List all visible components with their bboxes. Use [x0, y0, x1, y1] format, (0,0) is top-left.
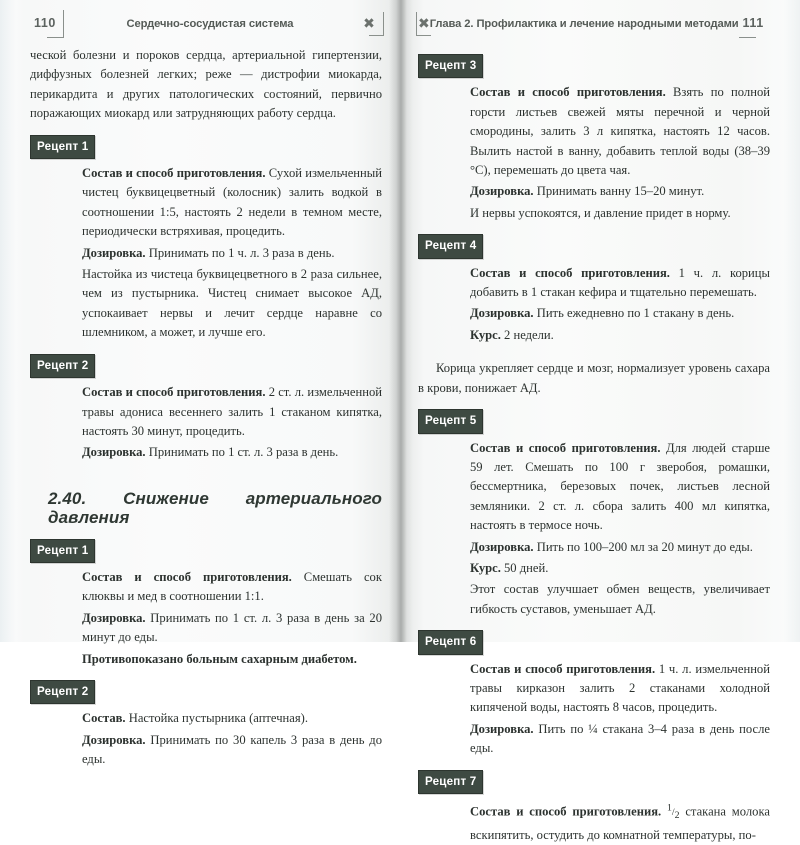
left-page: [0, 0, 400, 767]
recipe-line: [470, 799, 770, 845]
recipe-line-label: Дозировка.: [470, 306, 534, 321]
fraction-numerator: 1: [666, 803, 672, 814]
recipe-line: [470, 439, 770, 536]
section-heading: 2.40. Снижение артериального давления: [48, 488, 382, 528]
left-page-number: 110: [34, 16, 56, 30]
recipe-line: [82, 265, 382, 343]
recipe-line-text: Настойка из чистеца буквицецветного в 2 раза сильнее, чем из пустырника. Чистец снимает высокое АД, успокаивает нервы и лечит сердце наравне со шлемником, а может, и лучше его.: [82, 267, 382, 340]
recipe-body: [82, 383, 382, 463]
ornament-glyph: ✖: [363, 16, 375, 32]
left-running-head-title: Сердечно-сосудистая система: [126, 18, 294, 30]
recipe-line-text: Принимать по 30 капель 3 раза в день до еды.: [82, 732, 382, 767]
recipe-line: [82, 709, 382, 728]
recipe-line: [82, 731, 382, 770]
recipe-line: [470, 264, 770, 303]
recipe-line-label: Состав и способ приготовления.: [82, 166, 266, 181]
recipe-line: [470, 660, 770, 718]
recipe-line-text: И нервы успокоятся, и давление придет в норму.: [470, 205, 731, 220]
recipe-body: [82, 568, 382, 669]
recipe-line-text: Принимать по 1 ч. л. 3 раза в день.: [145, 245, 335, 260]
recipe-tag-wrap: [418, 54, 770, 80]
recipe-line-label: Дозировка.: [82, 445, 146, 460]
right-page-number: 111: [742, 16, 764, 30]
recipe-line-text: Этот состав улучшает обмен веществ, увеличивает гибкость суставов, уменьшает АД.: [470, 582, 770, 616]
recipe-line-label: Курс.: [470, 560, 501, 575]
recipe-line-label: Состав и способ приготовления.: [470, 440, 661, 455]
right-page-body: [418, 54, 770, 845]
recipe-line: [470, 326, 770, 345]
recipe-line-text: Настойка пустырника (аптечная).: [125, 711, 309, 726]
left-running-head: [30, 0, 382, 46]
recipe-tag: Рецепт 1: [30, 539, 95, 563]
recipe-line-text: Принимать по 1 ст. л. 3 раза в день.: [145, 445, 339, 460]
recipe-tag-wrap: [30, 680, 382, 706]
recipe-line-label: Дозировка.: [82, 245, 146, 260]
recipe-tag: Рецепт 6: [418, 630, 483, 654]
recipe-line-text: стакана молока вскипятить, остудить до комнатной температуры, по-: [470, 804, 770, 842]
recipe-tag-wrap: [418, 630, 770, 656]
recipe-tag-wrap: [30, 354, 382, 380]
recipe-body: [470, 264, 770, 346]
recipe-line: [82, 244, 382, 263]
recipe-body: [470, 660, 770, 759]
recipe-line: [470, 720, 770, 759]
scissors-ornament-icon: [418, 11, 430, 37]
recipe-line-text: 50 дней.: [500, 560, 549, 575]
recipe-line-label: Состав и способ приготовления.: [470, 265, 670, 280]
recipe-line-text: 2 ст. л. измельченной травы адониса весеннего залить 1 стаканом кипятка, настоять 30 минут, процедить.: [82, 385, 382, 438]
recipe-line-text: Смешать сок клюквы и мед в соотношении 1:1.: [82, 569, 382, 604]
recipe-line-label: Дозировка.: [82, 732, 146, 747]
recipe-line-text: Пить по ¼ стакана 3–4 раза в день после еды.: [470, 721, 770, 756]
recipe-line-label: Состав.: [82, 711, 126, 726]
recipe-tag: Рецепт 7: [418, 770, 483, 794]
right-running-head-title: Глава 2. Профилактика и лечение народными методами: [429, 18, 739, 30]
recipe-line: [82, 383, 382, 441]
recipe-line-text: Принимать ванну 15–20 минут.: [533, 184, 705, 199]
recipe-line: [470, 580, 770, 619]
recipe-body: [470, 439, 770, 620]
recipe-tag: Рецепт 4: [418, 234, 483, 258]
recipe-line: [82, 164, 382, 242]
recipe-line-text: Для людей старше 59 лет. Смешать по 100 г зверобоя, ромашки, бессмертника, березовых почек, листьев лесной земляники. 2 ст. л. сбора залить 400 мл кипятка, настоять в термосе ночь.: [470, 440, 770, 533]
recipe-line-label: Состав и способ приготовления.: [82, 569, 292, 584]
recipe-line-label: Состав и способ приготовления.: [470, 661, 656, 676]
recipe-line: [82, 568, 382, 607]
recipe-line-text: 1 ч. л. измельченной травы кирказон залить 2 стаканами холодной кипяченой воды, настоять 8 часов, процедить.: [470, 661, 770, 715]
recipe-line-text: Пить ежедневно по 1 стакану в день.: [533, 306, 735, 321]
right-running-head: [418, 0, 770, 46]
recipe-line: [470, 83, 770, 180]
recipe-line-text: Пить по 100–200 мл за 20 минут до еды.: [533, 539, 753, 554]
intro-paragraph: ческой болезни и пороков сердца, артериальной гипертензии, диффузных болезней легких; реже — дистрофии миокарда, перикардита и других патологических состояний, первично поражающих миокард или затрудняющих работу сердца.: [30, 48, 382, 121]
ornament-glyph: ✖: [418, 16, 430, 32]
recipe-line: [470, 182, 770, 201]
recipe-tag-wrap: [418, 234, 770, 260]
recipe-line-text: Сухой измельченный чистец буквицецветный (колосник) залить водкой в соотношении 1:5, настоять 2 недели в темном месте, периодически встряхивая, процедить.: [82, 166, 382, 239]
fraction-denominator: 2: [674, 810, 680, 822]
recipe-tag: Рецепт 2: [30, 680, 95, 704]
recipe-line-text: 2 недели.: [500, 327, 554, 342]
recipe-line-label: Дозировка.: [470, 539, 534, 554]
recipe-line-text: Принимать по 1 ст. л. 3 раза в день за 20 минут до еды.: [82, 610, 382, 645]
recipe-line: [470, 304, 770, 323]
recipe-line-text: Взять по полной горсти листьев свежей мяты перечной и черной смородины, залить 3 л кипятка, настоять 12 часов. Вылить настой в ванну, добавить теплой воды (38–39 °С), перемешать до цвета чая.: [470, 85, 770, 178]
recipe-line: [82, 650, 382, 669]
recipe-line-label: Состав и способ приготовления.: [82, 385, 266, 400]
recipe-body: [82, 709, 382, 769]
recipe-body: [470, 799, 770, 845]
recipe-line: [82, 443, 382, 462]
recipe-line-label: Состав и способ приготовления.: [470, 85, 666, 100]
recipe-line: [470, 559, 770, 578]
recipe-line-text: 1 ч. л. корицы добавить в 1 стакан кефира и тщательно перемешать.: [470, 265, 770, 300]
recipe-line-label: Дозировка.: [470, 184, 534, 199]
recipe-tag: Рецепт 1: [30, 135, 95, 159]
left-page-number-bracket: [63, 10, 64, 38]
recipe-body: [470, 83, 770, 223]
recipe-tag: Рецепт 3: [418, 54, 483, 78]
recipe-line-label: Дозировка.: [470, 721, 534, 736]
recipe-line-label: Курс.: [470, 327, 501, 342]
left-page-body: [30, 46, 382, 770]
recipe-tag-wrap: [30, 539, 382, 565]
fraction: $^1/_2$: [666, 803, 680, 822]
recipe-tag-wrap: [30, 135, 382, 161]
recipe-line: [470, 204, 770, 223]
recipe-tag-wrap: [418, 770, 770, 796]
recipe-line-label: Противопоказано больным сахарным диабетом.: [82, 651, 357, 666]
recipe-body: [82, 164, 382, 343]
recipe-tag: Рецепт 5: [418, 409, 483, 433]
recipe-line-label: Состав и способ приготовления.: [470, 804, 662, 819]
right-page: [400, 0, 800, 842]
recipe-tag-wrap: [418, 409, 770, 435]
side-note: Корица укрепляет сердце и мозг, нормализует уровень сахара в крови, понижает АД.: [418, 361, 770, 395]
recipe-line-label: Дозировка.: [82, 610, 146, 625]
recipe-line: [470, 538, 770, 557]
recipe-tag: Рецепт 2: [30, 354, 95, 378]
scissors-ornament-icon: [356, 11, 382, 37]
